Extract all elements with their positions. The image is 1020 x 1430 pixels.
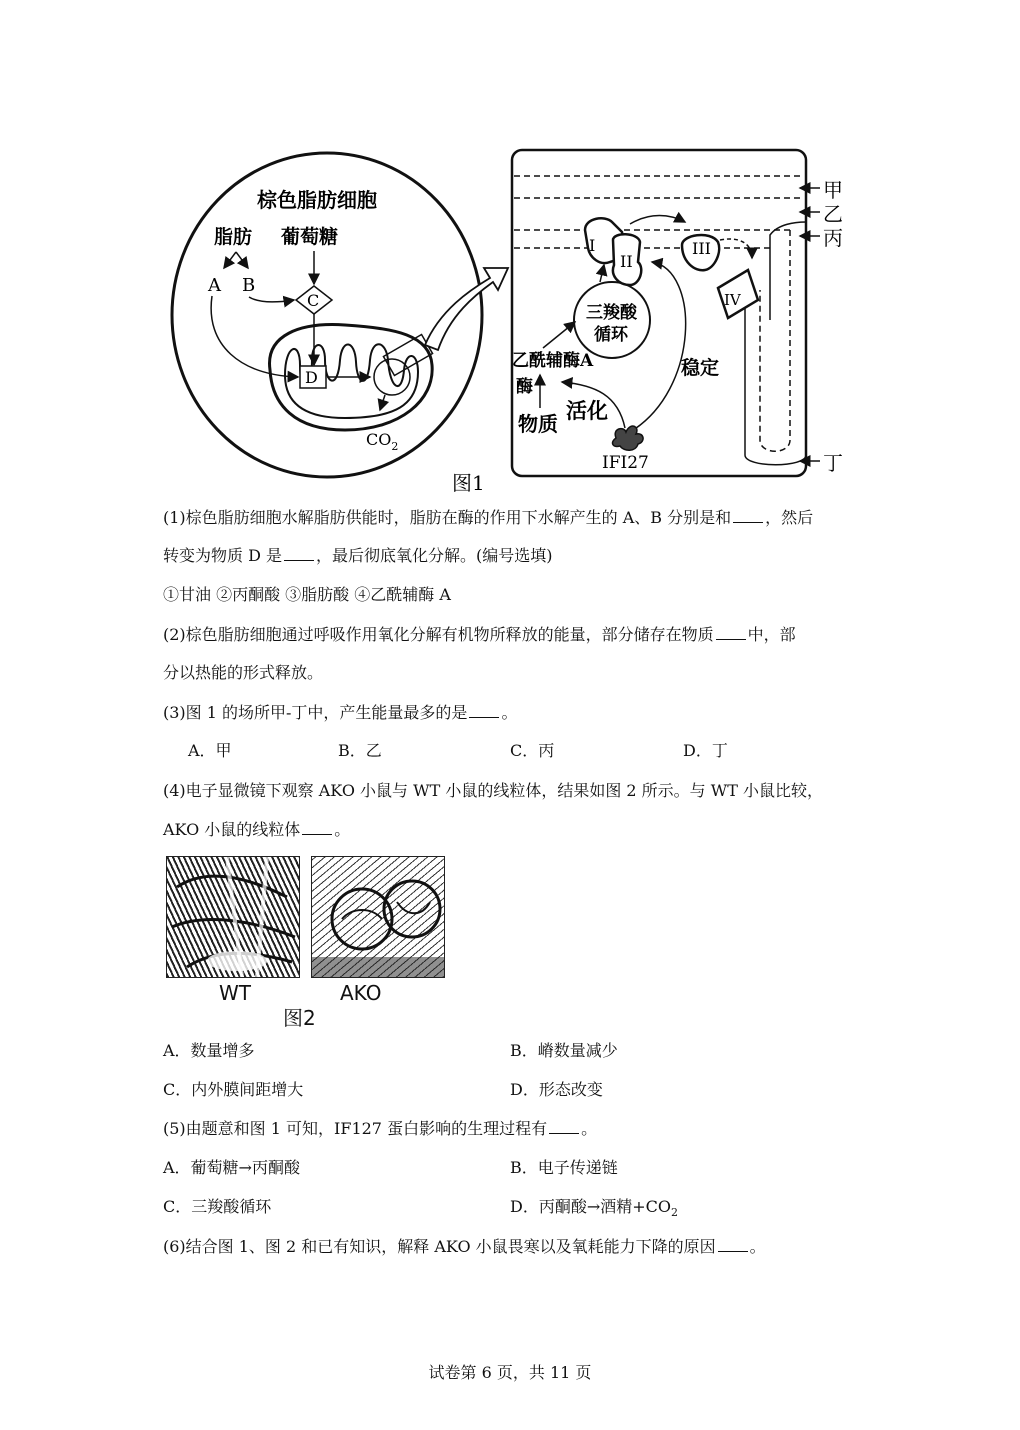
micrograph-wt-texture (167, 857, 299, 977)
q1-text-2-tail: ，最后彻底氧化分解。(编号选填) (316, 546, 553, 565)
q5-line-1 (163, 1119, 597, 1139)
q5-text-tail: 。 (581, 1119, 598, 1138)
complex-4-label: IV (724, 291, 741, 309)
q1-text-2: 转变为物质 D 是 (163, 546, 283, 565)
site-jia-label: 甲 (823, 178, 843, 202)
tca-label-2: 循环 (594, 325, 628, 345)
q3-text-tail: 。 (501, 703, 518, 722)
q5-option-b: B．电子传递链 (510, 1158, 618, 1177)
q5-text: (5)由题意和图 1 可知，IF127 蛋白影响的生理过程有 (163, 1119, 548, 1138)
micrograph-ako (311, 856, 445, 978)
q6-blank (718, 1237, 748, 1252)
q1-text-1: (1)棕色脂肪细胞水解脂肪供能时，脂肪在酶的作用下水解产生的 A、B 分别是和 (163, 508, 732, 527)
q4-blank (302, 820, 332, 835)
q6-line-1 (163, 1237, 766, 1257)
q5-blank (549, 1119, 579, 1134)
q3-line-1 (163, 703, 517, 723)
q5-option-c: C．三羧酸循环 (163, 1197, 272, 1216)
q4-line-2 (163, 820, 350, 840)
figure-1 (0, 0, 1020, 500)
ifi27-label: IFI27 (602, 453, 649, 473)
q2-text-1: (2)棕色脂肪细胞通过呼吸作用氧化分解有机物所释放的能量，部分储存在物质 (163, 625, 714, 644)
q3-blank (469, 703, 499, 718)
enzyme-label: 酶 (516, 377, 533, 397)
tca-label-1: 三羧酸 (586, 303, 637, 323)
zoom-arrow (425, 268, 508, 350)
q2-line-2: 分以热能的形式释放。 (163, 663, 324, 682)
complex-3-label: III (692, 239, 711, 258)
q2-line-1 (163, 625, 796, 645)
mini-tca-cycle (374, 359, 410, 395)
q4-text-2: AKO 小鼠的线粒体 (163, 820, 301, 839)
q4-option-d: D．形态改变 (510, 1080, 603, 1099)
q1-blank-1 (733, 508, 763, 523)
micrograph-wt-label: WT (219, 981, 251, 1005)
label-a: A (208, 275, 221, 296)
q1-line-1 (163, 508, 813, 528)
label-b: B (242, 275, 256, 296)
figure-1-caption: 图1 (452, 471, 485, 495)
q3-text: (3)图 1 的场所甲-丁中，产生能量最多的是 (163, 703, 468, 722)
q3-option-d: D．丁 (683, 741, 728, 760)
q6-text: (6)结合图 1、图 2 和已有知识，解释 AKO 小鼠畏寒以及氧耗能力下降的原因 (163, 1237, 716, 1256)
site-ding-label: 丁 (823, 451, 843, 475)
ifi27-protein (613, 426, 644, 450)
q1-text-1-tail: ，然后 (765, 508, 814, 527)
q6-text-tail: 。 (749, 1237, 766, 1256)
q4-line-1: (4)电子显微镜下观察 AKO 小鼠与 WT 小鼠的线粒体，结果如图 2 所示。与 WT 小鼠比较， (163, 781, 823, 800)
micrograph-ako-texture (312, 857, 444, 977)
micrograph-ako-label: AKO (340, 981, 382, 1005)
q4-option-c: C．内外膜间距增大 (163, 1080, 304, 1099)
q5-option-d-sub: 2 (671, 1206, 679, 1220)
co2-label: $CO_2$ (366, 430, 399, 453)
q4-text-2-tail: 。 (334, 820, 351, 839)
q5-option-a: A．葡萄糖→丙酮酸 (163, 1158, 300, 1177)
q2-blank (716, 625, 746, 640)
site-yi-label: 乙 (823, 202, 843, 226)
q1-choices: ①甘油 ②丙酮酸 ③脂肪酸 ④乙酰辅酶 A (163, 585, 451, 604)
complex-1-label: I (589, 236, 596, 255)
micrograph-wt (166, 856, 300, 978)
label-d: D (305, 368, 318, 387)
page-footer: 试卷第 6 页，共 11 页 (428, 1363, 592, 1382)
stabilize-label: 稳定 (681, 357, 720, 379)
q4-option-a: A．数量增多 (163, 1041, 255, 1060)
q1-line-2 (163, 546, 553, 566)
q4-option-b: B．嵴数量减少 (510, 1041, 618, 1060)
q3-option-a: A．甲 (188, 741, 232, 760)
q5-option-d (510, 1197, 678, 1223)
label-c: C (307, 291, 320, 310)
q3-option-b: B．乙 (338, 741, 382, 760)
q3-option-c: C．丙 (510, 741, 555, 760)
complex-2-label: II (620, 252, 633, 271)
fat-label: 脂肪 (214, 226, 253, 248)
substance-label: 物质 (518, 412, 558, 436)
acetyl-coa-label: 乙酰辅酶A (512, 351, 594, 371)
figure-2-caption: 图2 (283, 1006, 316, 1030)
activate-label: 活化 (566, 398, 608, 423)
glucose-label: 葡萄糖 (281, 226, 339, 248)
q1-blank-2 (284, 546, 314, 561)
cell-title: 棕色脂肪细胞 (257, 188, 377, 212)
site-bing-label: 丙 (823, 226, 843, 250)
q5-option-d-text: D．丙酮酸→酒精+CO (510, 1197, 672, 1216)
q2-text-1-tail: 中，部 (747, 625, 796, 644)
